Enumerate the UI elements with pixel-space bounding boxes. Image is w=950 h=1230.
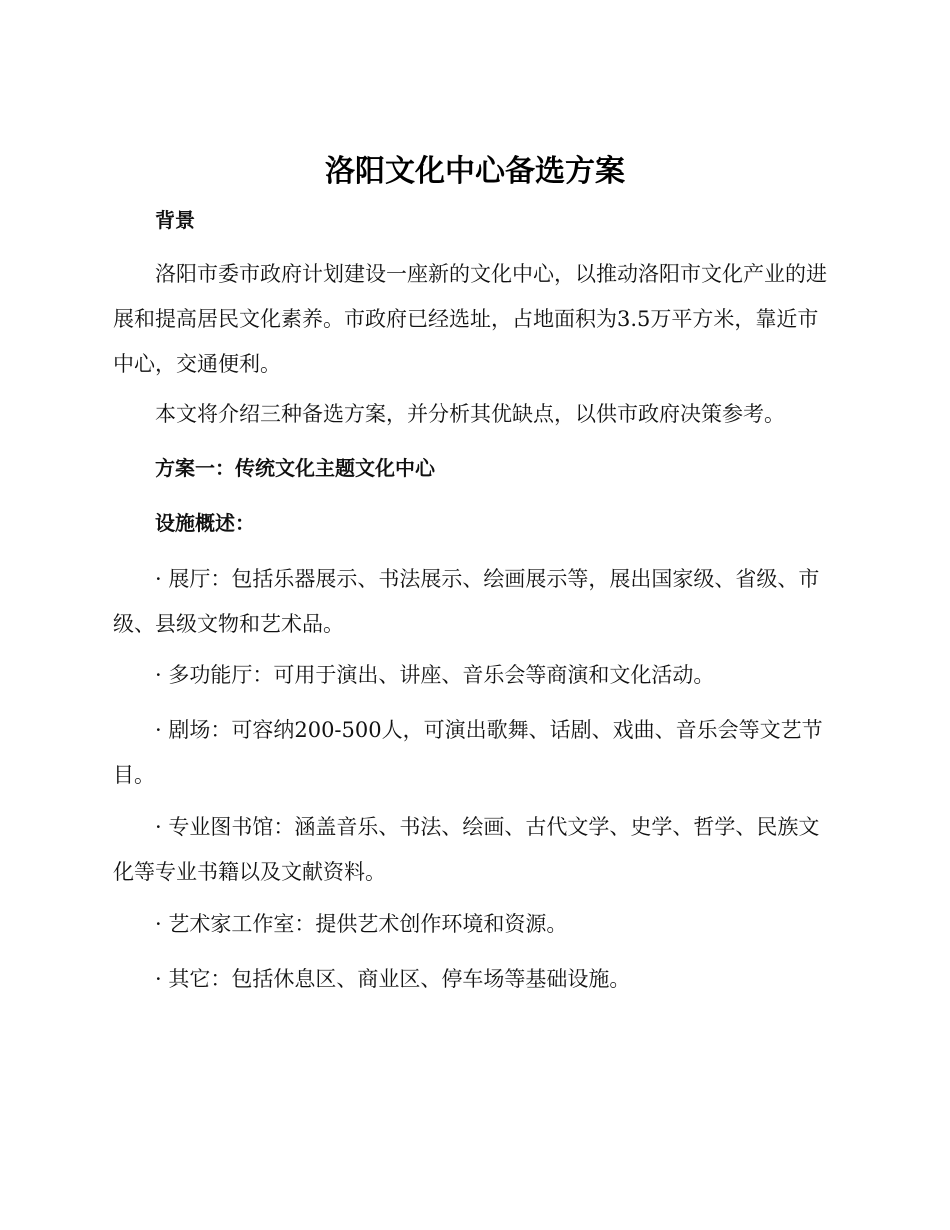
plan-one-heading: 方案一：传统文化主题文化中心 [155,456,435,480]
facility-item-theater: · 剧场：可容纳200-500人，可演出歌舞、话剧、戏曲、音乐会等文艺节目。 [113,718,823,787]
facility-item-artist-studio: · 艺术家工作室：提供艺术创作环境和资源。 [155,912,568,936]
background-heading: 背景 [155,208,195,232]
document-title: 洛阳文化中心备选方案 [325,154,625,189]
facility-item-exhibition-hall: · 展厅：包括乐器展示、书法展示、绘画展示等，展出国家级、省级、市级、县级文物和艺术品。 [113,567,820,636]
purpose-paragraph: 本文将介绍三种备选方案，并分析其优缺点，以供市政府决策参考。 [155,402,785,426]
facility-item-other: · 其它：包括休息区、商业区、停车场等基础设施。 [155,967,631,991]
intro-paragraph: 洛阳市委市政府计划建设一座新的文化中心，以推动洛阳市文化产业的进展和提高居民文化素养。市政府已经选址，占地面积为3.5万平方米，靠近市中心，交通便利。 [113,262,827,376]
facility-item-multifunction-hall: · 多功能厅：可用于演出、讲座、音乐会等商演和文化活动。 [155,663,715,687]
facilities-heading: 设施概述： [155,511,255,535]
facility-item-library: · 专业图书馆：涵盖音乐、书法、绘画、古代文学、史学、哲学、民族文化等专业书籍以及文献资料。 [113,815,820,884]
